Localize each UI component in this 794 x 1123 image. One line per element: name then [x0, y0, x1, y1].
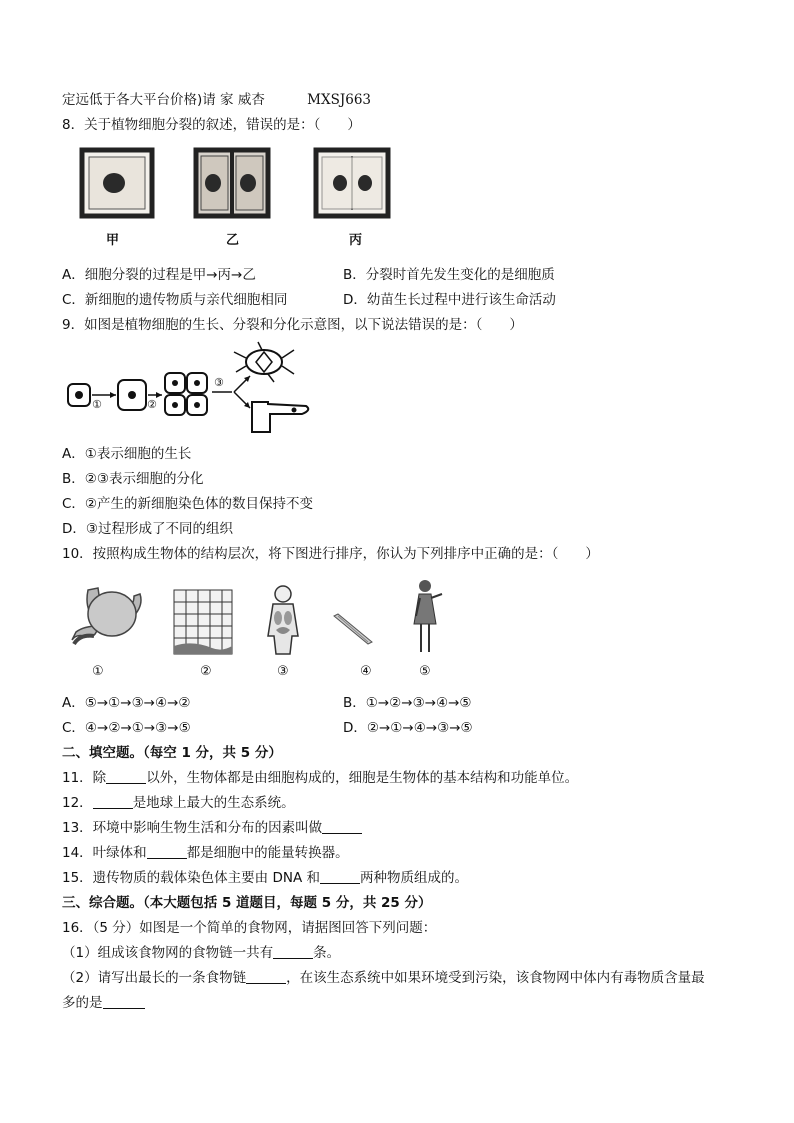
q12-text-b: 是地球上最大的生态系统。	[132, 795, 295, 811]
q16-p2-text-a: （2）请写出最长的一条食物链	[62, 970, 247, 986]
q9-option-b: B．②③表示细胞的分化	[62, 471, 204, 487]
q16-part2-line-2	[62, 994, 145, 1012]
stomach-organ	[72, 588, 141, 644]
q9-stem: 9．如图是植物细胞的生长、分裂和分化示意图，以下说法错误的是：（ ）	[62, 317, 523, 333]
q16-p1-text-a: （1）组成该食物网的食物链一共有	[62, 945, 274, 961]
q11-line	[62, 769, 578, 787]
q8-stem: 8．关于植物细胞分裂的叙述，错误的是：（ ）	[62, 117, 361, 133]
q10-label-2: ②	[200, 664, 212, 679]
header-code: MXSJ663	[307, 92, 372, 108]
q8-label-jia: 甲	[106, 233, 120, 248]
human-body-systems	[268, 586, 298, 654]
q13-blank[interactable]	[322, 820, 362, 834]
q14-blank[interactable]	[147, 845, 187, 859]
q9-option-c: C．②产生的新细胞染色体的数目保持不变	[62, 496, 314, 512]
section2-title: 二、填空题。（每空 1 分，共 5 分）	[62, 745, 282, 761]
q16-p2-text-b: ，在该生态系统中如果环境受到污染，该食物网中体内有毒物质含量最	[286, 970, 705, 986]
q16-p2-blank-2[interactable]	[103, 995, 145, 1009]
q8-label-bing: 丙	[349, 233, 363, 248]
q12-line	[62, 794, 295, 812]
q14-text-b: 都是细胞中的能量转换器。	[186, 845, 349, 861]
q16-stem: 16．（5 分）如图是一个简单的食物网，请据图回答下列问题：	[62, 920, 437, 936]
human-individual	[414, 580, 442, 652]
q8-option-a: A．细胞分裂的过程是甲→丙→乙	[62, 267, 256, 283]
q10-label-3: ③	[277, 664, 289, 679]
cell-jia	[82, 150, 152, 216]
q10-option-a: A．⑤→①→③→④→②	[62, 695, 191, 711]
q9-option-d: D．③过程形成了不同的组织	[62, 521, 233, 537]
q9-mark-2: ②	[147, 398, 157, 411]
q16-part1-line	[62, 944, 340, 962]
q16-p1-text-b: 条。	[313, 945, 341, 961]
differentiated-cell-root-hair	[252, 402, 308, 432]
q15-text-b: 两种物质组成的。	[360, 870, 468, 886]
q12-blank[interactable]	[93, 795, 133, 809]
single-muscle-cell	[334, 614, 372, 644]
differentiated-cell-star	[234, 342, 294, 382]
q8-option-d: D．幼苗生长过程中进行该生命活动	[343, 292, 556, 308]
q9-option-a: A．①表示细胞的生长	[62, 446, 192, 462]
cell-bing	[316, 150, 388, 216]
q10-label-5: ⑤	[419, 664, 431, 679]
tissue-cells	[174, 590, 232, 654]
q10-label-4: ④	[360, 664, 372, 679]
q8-option-c: C．新细胞的遗传物质与亲代细胞相同	[62, 292, 288, 308]
q10-option-c: C．④→②→①→③→⑤	[62, 720, 191, 736]
q13-text-a: 13．环境中影响生物生活和分布的因素叫做	[62, 820, 323, 836]
q16-p2-blank[interactable]	[246, 970, 286, 984]
q10-structure-levels-figure	[62, 576, 462, 660]
q10-option-d: D．②→①→④→③→⑤	[343, 720, 473, 736]
q9-mark-3: ③	[214, 376, 224, 389]
q11-text-a: 11．除	[62, 770, 107, 786]
q14-text-a: 14．叶绿体和	[62, 845, 147, 861]
q16-p2-text-c: 多的是	[62, 995, 103, 1011]
q14-line	[62, 844, 349, 862]
cell-yi	[196, 150, 268, 216]
q16-p1-blank[interactable]	[273, 945, 313, 959]
q10-stem: 10．按照构成生物体的结构层次，将下图进行排序，你认为下列排序中正确的是：（ ）	[62, 546, 599, 562]
q12-text-a: 12．	[62, 795, 93, 811]
header-line	[62, 91, 371, 109]
q11-blank[interactable]	[106, 770, 146, 784]
q9-mark-1: ①	[92, 398, 102, 411]
q15-text-a: 15．遗传物质的载体染色体主要由 DNA 和	[62, 870, 320, 886]
q13-line	[62, 819, 362, 837]
q10-label-1: ①	[92, 664, 104, 679]
q15-line	[62, 869, 468, 887]
q10-option-b: B．①→②→③→④→⑤	[343, 695, 472, 711]
q8-option-b: B．分裂时首先发生变化的是细胞质	[343, 267, 555, 283]
header-note: 定远低于各大平台价格)请 家 威杏	[62, 92, 265, 108]
section3-title: 三、综合题。（本大题包括 5 道题目，每题 5 分，共 25 分）	[62, 895, 432, 911]
q11-text-b: 以外，生物体都是由细胞构成的，细胞是生物体的基本结构和功能单位。	[146, 770, 579, 786]
q15-blank[interactable]	[320, 870, 360, 884]
q16-part2-line	[62, 969, 705, 987]
q9-growth-division-differentiation-figure	[62, 340, 322, 440]
q8-label-yi: 乙	[226, 233, 240, 248]
